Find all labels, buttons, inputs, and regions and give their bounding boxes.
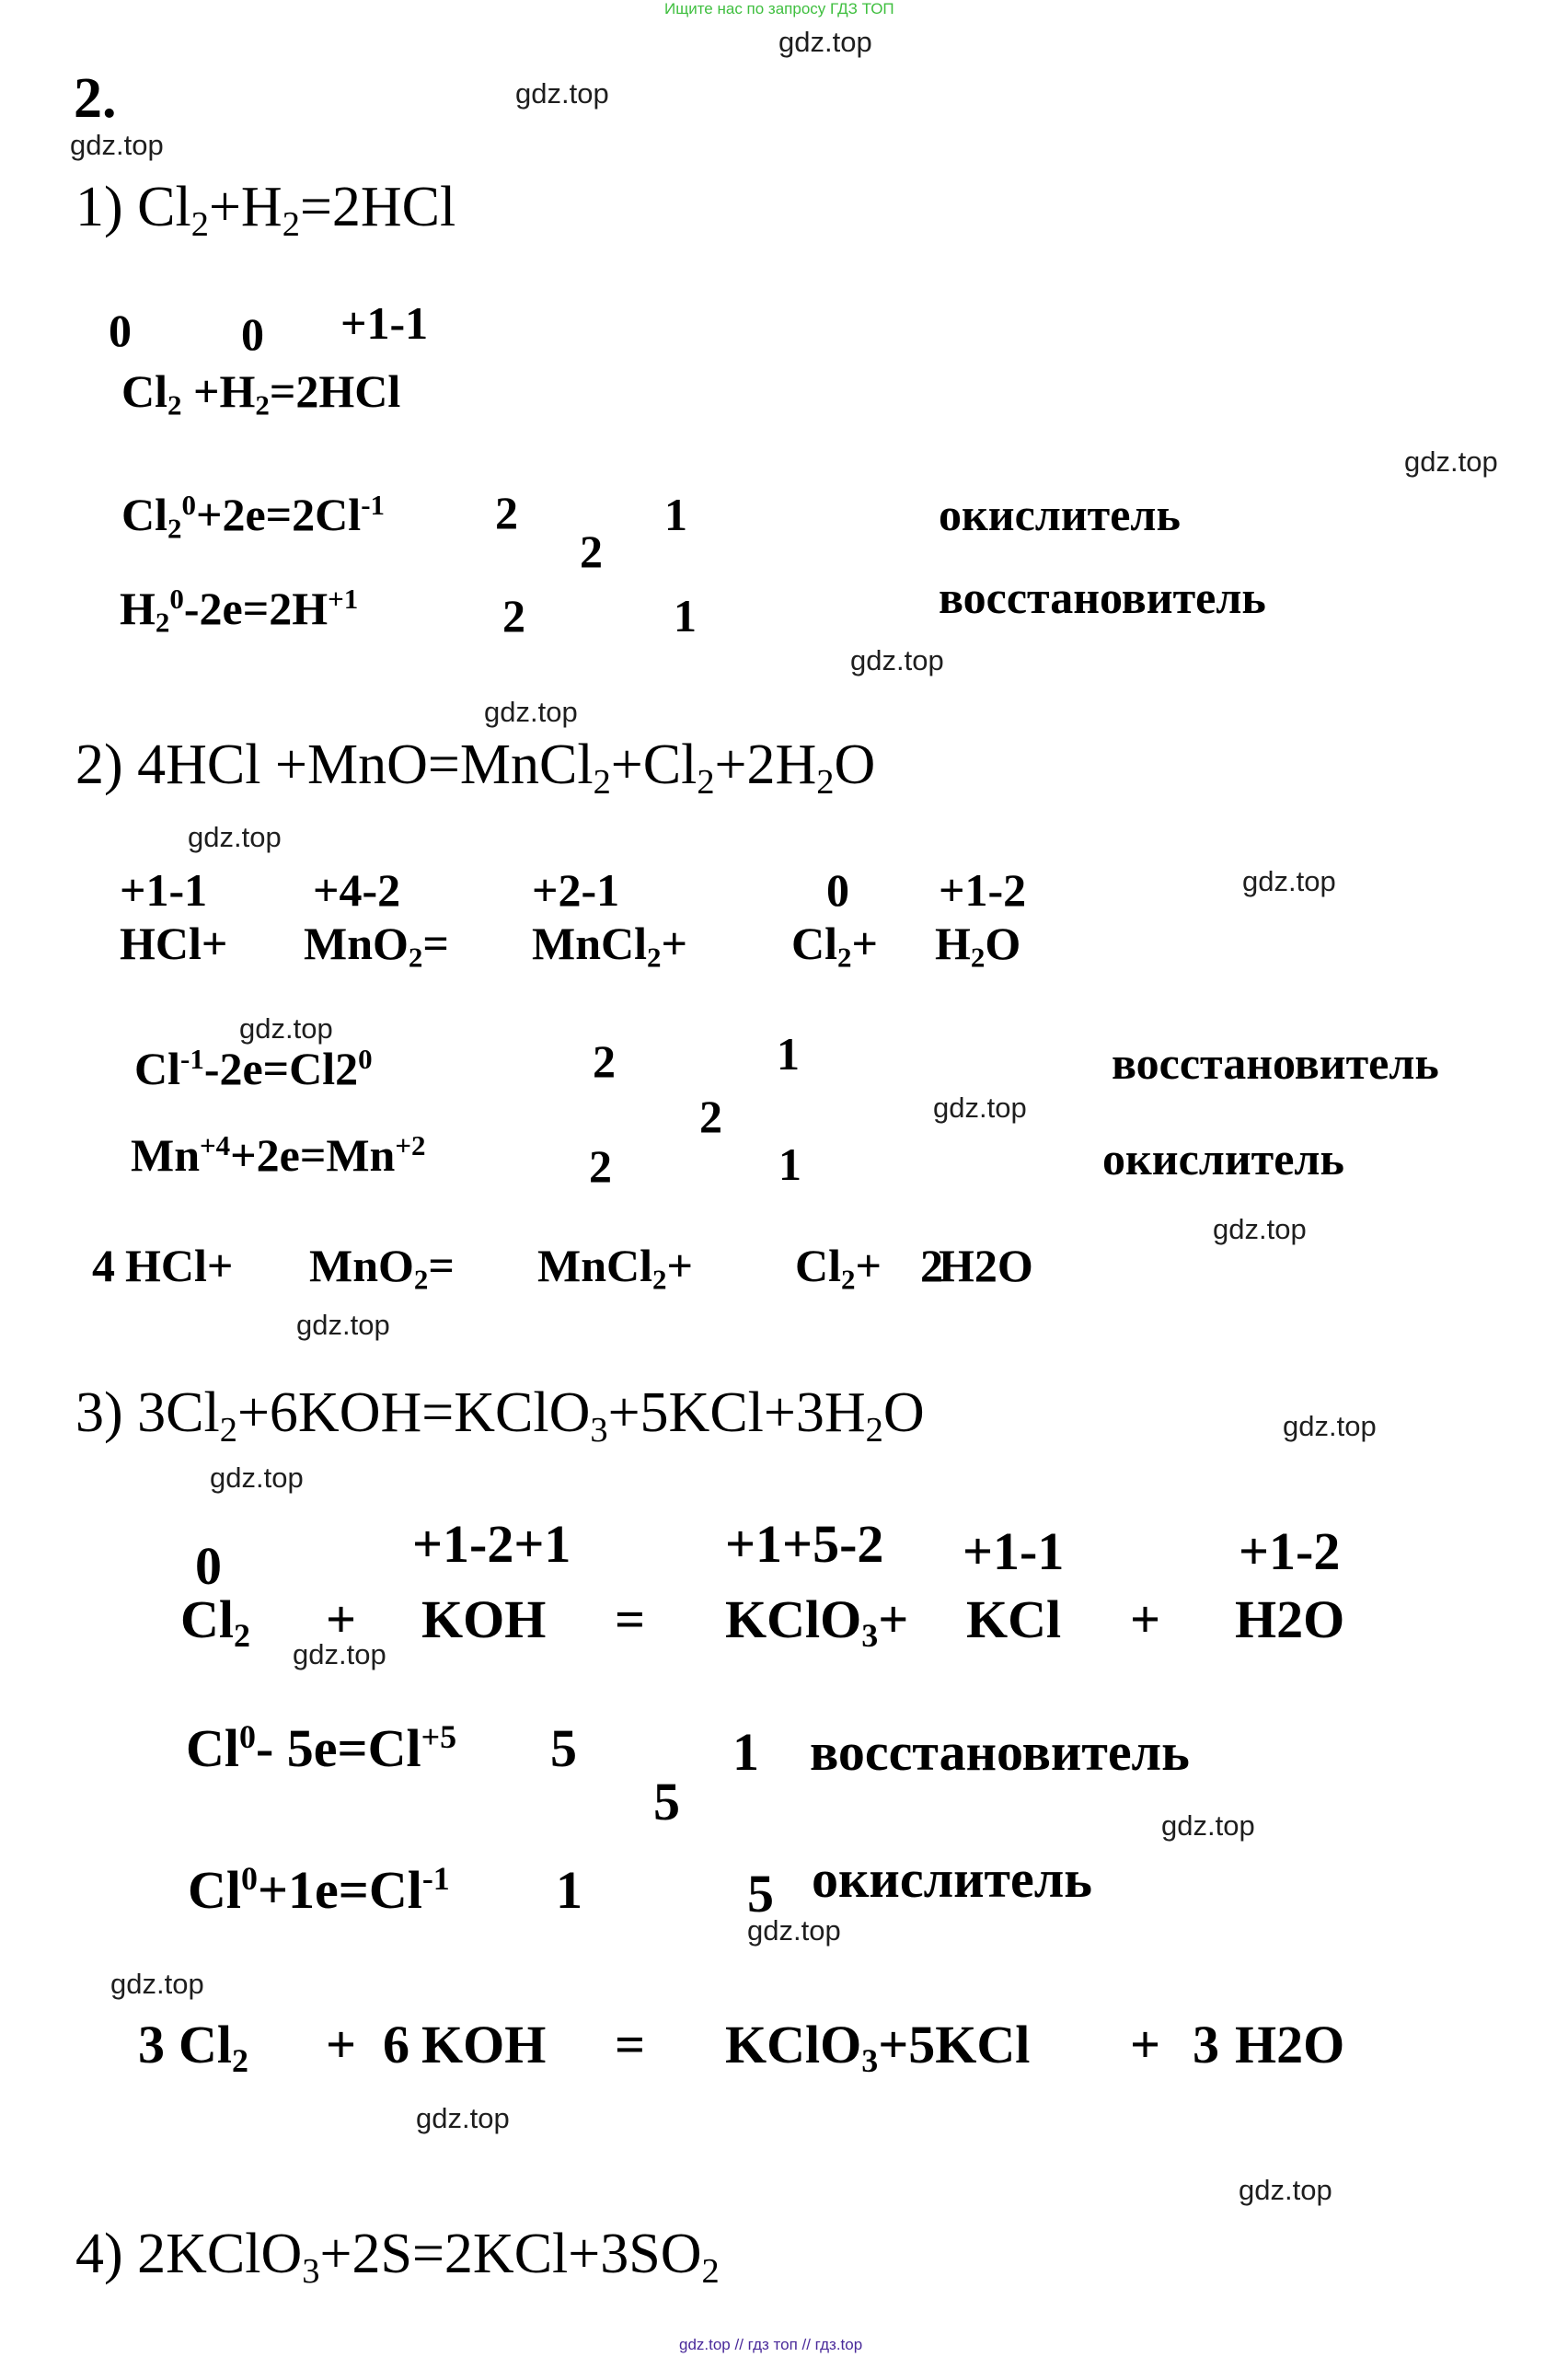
sub: 2 xyxy=(155,606,170,639)
species xyxy=(537,1239,693,1296)
sub: 2 xyxy=(816,762,835,802)
part: = xyxy=(422,918,449,969)
sub: 2 xyxy=(841,1263,856,1296)
half-reaction-2 xyxy=(131,1128,426,1182)
watermark: gdz.top xyxy=(239,1012,333,1045)
part: KClO xyxy=(725,1589,862,1649)
sub: 2 xyxy=(837,941,852,974)
part: +H xyxy=(181,365,256,417)
watermark: gdz.top xyxy=(293,1638,386,1670)
sub: 2 xyxy=(408,941,423,974)
oxidation-state: +1-2+1 xyxy=(412,1514,571,1574)
watermark: gdz.top xyxy=(933,1092,1027,1124)
role-label: восстановитель xyxy=(810,1722,1190,1782)
part: - 5e=Cl xyxy=(255,1718,421,1778)
watermark: gdz.top xyxy=(110,1968,204,2000)
part: O xyxy=(985,918,1021,969)
part: Cl xyxy=(137,176,191,238)
part: +1e=Cl xyxy=(257,1860,422,1920)
part: +5KCl xyxy=(878,2015,1031,2074)
sup: +1 xyxy=(328,582,359,615)
electron-count: 1 xyxy=(556,1860,582,1920)
species: H2O xyxy=(1235,2015,1345,2074)
part: Cl xyxy=(795,1240,841,1291)
watermark: gdz.top xyxy=(1239,2174,1332,2206)
sub: 2 xyxy=(413,1263,429,1296)
reaction-2-title xyxy=(75,733,876,802)
coefficient: 1 xyxy=(777,1028,800,1080)
sub: 3 xyxy=(861,1617,879,1655)
part: 4HCl +MnO=MnCl xyxy=(137,734,594,796)
part: +2H xyxy=(714,734,817,796)
oxidation-state: +4-2 xyxy=(313,864,401,916)
part: Cl xyxy=(188,1860,241,1920)
part: Cl xyxy=(121,365,167,417)
label: 4) xyxy=(75,2223,123,2285)
species xyxy=(791,917,878,974)
lcm: 2 xyxy=(699,1091,722,1142)
part: =2HCl xyxy=(299,176,456,238)
label: 1) xyxy=(75,176,123,238)
sub: 2 xyxy=(647,941,662,974)
species xyxy=(935,917,1021,974)
half-reaction-2 xyxy=(188,1859,450,1921)
sub: 2 xyxy=(167,388,182,422)
part: KClO xyxy=(725,2015,862,2074)
species: H2O xyxy=(1235,1589,1345,1649)
oxidation-state: 0 xyxy=(241,308,264,360)
oxidation-state: 0 xyxy=(109,305,132,356)
sub: 2 xyxy=(190,204,209,244)
watermark: gdz.top xyxy=(515,77,609,110)
oxidation-state: +1-2 xyxy=(939,864,1027,916)
electron-count: 2 xyxy=(502,590,525,641)
electron-count: 2 xyxy=(589,1140,612,1192)
part: Cl xyxy=(186,1718,239,1778)
coefficient: 6 xyxy=(383,2015,409,2074)
reaction-3-title xyxy=(75,1381,925,1450)
part: 2KClO xyxy=(137,2223,303,2285)
part: +Cl xyxy=(610,734,698,796)
watermark: gdz.top xyxy=(484,696,578,728)
part: + xyxy=(851,918,878,969)
coefficient: 1 xyxy=(778,1138,801,1190)
oxidation-state: +1-1 xyxy=(340,297,429,349)
coefficient: 2 xyxy=(920,1240,943,1291)
plus-sign: + xyxy=(1130,2015,1161,2074)
species: KOH xyxy=(421,2015,547,2074)
watermark: gdz.top xyxy=(416,2102,510,2134)
part: O xyxy=(882,1381,925,1444)
reaction-4-title xyxy=(75,2222,720,2291)
header-note: Ищите нас по запросу ГДЗ ТОП xyxy=(664,0,894,17)
plus-sign: + xyxy=(1130,1589,1161,1649)
species: HCl+ xyxy=(120,918,228,969)
part: MnCl xyxy=(537,1240,652,1291)
part: +2e=2Cl xyxy=(196,489,362,540)
watermark: gdz.top xyxy=(1242,865,1336,897)
sup: -1 xyxy=(361,488,386,521)
sub: 2 xyxy=(282,204,300,244)
sup: -1 xyxy=(180,1042,204,1075)
species xyxy=(725,1589,909,1655)
oxidation-state: +1-1 xyxy=(120,864,208,916)
sub: 2 xyxy=(219,1410,237,1450)
species: H2O xyxy=(939,1240,1033,1291)
oxidation-state: +2-1 xyxy=(532,864,620,916)
oxidation-state: +1-2 xyxy=(1239,1521,1341,1581)
species: KOH xyxy=(421,1589,547,1649)
watermark: gdz.top xyxy=(1213,1213,1307,1245)
species xyxy=(309,1239,455,1296)
species: KCl xyxy=(966,1589,1062,1649)
equals-sign: = xyxy=(615,2015,646,2074)
sub: 2 xyxy=(652,1263,667,1296)
half-reaction-2 xyxy=(120,582,359,639)
sup: 0 xyxy=(239,1718,256,1756)
watermark: gdz.top xyxy=(296,1309,390,1341)
electron-count: 5 xyxy=(550,1718,577,1778)
watermark: gdz.top xyxy=(850,644,944,676)
sub: 2 xyxy=(865,1410,883,1450)
species xyxy=(795,1239,882,1296)
part: MnO xyxy=(304,918,409,969)
species xyxy=(304,917,449,974)
half-reaction-1 xyxy=(134,1042,373,1095)
sub: 2 xyxy=(701,2251,720,2291)
sub: 3 xyxy=(590,1410,608,1450)
sup: -1 xyxy=(421,1860,450,1898)
part: MnCl xyxy=(532,918,647,969)
watermark: gdz.top xyxy=(1161,1809,1255,1842)
reaction-1-title xyxy=(75,175,456,244)
part: -2e=Cl2 xyxy=(203,1043,359,1094)
part: + xyxy=(661,918,687,969)
part: Mn xyxy=(131,1129,200,1181)
sup: 0 xyxy=(241,1860,258,1898)
coefficient: 1 xyxy=(674,590,697,641)
label: 3) xyxy=(75,1381,123,1444)
part: Cl xyxy=(121,489,167,540)
part: Cl xyxy=(791,918,837,969)
oxidation-state: 0 xyxy=(195,1536,222,1596)
species xyxy=(180,1589,250,1655)
oxidation-state: 0 xyxy=(826,864,849,916)
coefficient: 3 xyxy=(138,2015,165,2074)
plus-sign: + xyxy=(326,1589,357,1649)
part: +2S=2KCl+3SO xyxy=(319,2223,702,2285)
role-label: окислитель xyxy=(812,1849,1092,1909)
species xyxy=(532,917,687,974)
watermark: gdz.top xyxy=(778,26,872,58)
sub: 2 xyxy=(697,762,715,802)
watermark: gdz.top xyxy=(1404,445,1498,478)
part: +H xyxy=(208,176,282,238)
coefficient: 4 xyxy=(92,1240,115,1291)
lcm: 2 xyxy=(580,526,603,577)
oxidation-state: +1+5-2 xyxy=(725,1514,884,1574)
part: + xyxy=(855,1240,882,1291)
coefficient: 1 xyxy=(664,489,687,540)
sub: 2 xyxy=(232,2042,248,2080)
part: + xyxy=(666,1240,693,1291)
part: Cl xyxy=(179,2015,232,2074)
sup: 0 xyxy=(169,582,184,615)
species xyxy=(179,2014,248,2080)
part: H xyxy=(120,583,156,634)
part: Cl xyxy=(134,1043,180,1094)
watermark: gdz.top xyxy=(210,1462,304,1494)
sup: 0 xyxy=(358,1042,373,1075)
role-label: окислитель xyxy=(939,489,1181,540)
part: + xyxy=(878,1589,909,1649)
part: +5KCl+3H xyxy=(607,1381,866,1444)
sup: +4 xyxy=(200,1128,231,1161)
footer-note: gdz.top // гдз топ // гдз.top xyxy=(679,2336,863,2353)
sup: 0 xyxy=(181,488,196,521)
lcm: 5 xyxy=(653,1772,680,1831)
coefficient: 5 xyxy=(747,1864,774,1924)
sub: 2 xyxy=(255,388,270,422)
role-label: восстановитель xyxy=(1112,1037,1439,1089)
part: -2e=2H xyxy=(183,583,329,634)
role-label: окислитель xyxy=(1102,1133,1344,1184)
sup: +5 xyxy=(421,1718,457,1756)
electron-count: 2 xyxy=(495,487,518,538)
sub: 2 xyxy=(593,762,611,802)
task-number: 2. xyxy=(74,67,117,130)
part: = xyxy=(428,1240,455,1291)
oxidation-state: +1-1 xyxy=(963,1521,1065,1581)
reaction-1-equation xyxy=(121,364,401,422)
part: +2e=Mn xyxy=(230,1129,396,1181)
sup: +2 xyxy=(395,1128,426,1161)
part: H xyxy=(935,918,971,969)
role-label: восстановитель xyxy=(939,572,1266,623)
coefficient: 3 xyxy=(1193,2015,1219,2074)
plus-sign: + xyxy=(326,2015,357,2074)
sub: 2 xyxy=(970,941,986,974)
sub: 2 xyxy=(167,512,182,545)
watermark: gdz.top xyxy=(188,821,282,853)
coefficient: 1 xyxy=(732,1722,759,1782)
watermark: gdz.top xyxy=(747,1914,841,1947)
part: +6KOH=KClO xyxy=(236,1381,591,1444)
watermark: gdz.top xyxy=(70,129,164,161)
half-reaction-1 xyxy=(121,488,386,545)
part: O xyxy=(834,734,876,796)
electron-count: 2 xyxy=(593,1035,616,1087)
sub: 3 xyxy=(861,2042,879,2080)
half-reaction-1 xyxy=(186,1717,456,1779)
species: HCl+ xyxy=(125,1240,234,1291)
label: 2) xyxy=(75,734,123,796)
sub: 2 xyxy=(234,1617,250,1655)
watermark: gdz.top xyxy=(1283,1410,1377,1442)
equals-sign: = xyxy=(615,1589,646,1649)
part: MnO xyxy=(309,1240,414,1291)
part: =2HCl xyxy=(269,365,401,417)
part: 3Cl xyxy=(137,1381,220,1444)
species xyxy=(725,2014,1031,2080)
part: Cl xyxy=(180,1589,234,1649)
sub: 3 xyxy=(302,2251,320,2291)
